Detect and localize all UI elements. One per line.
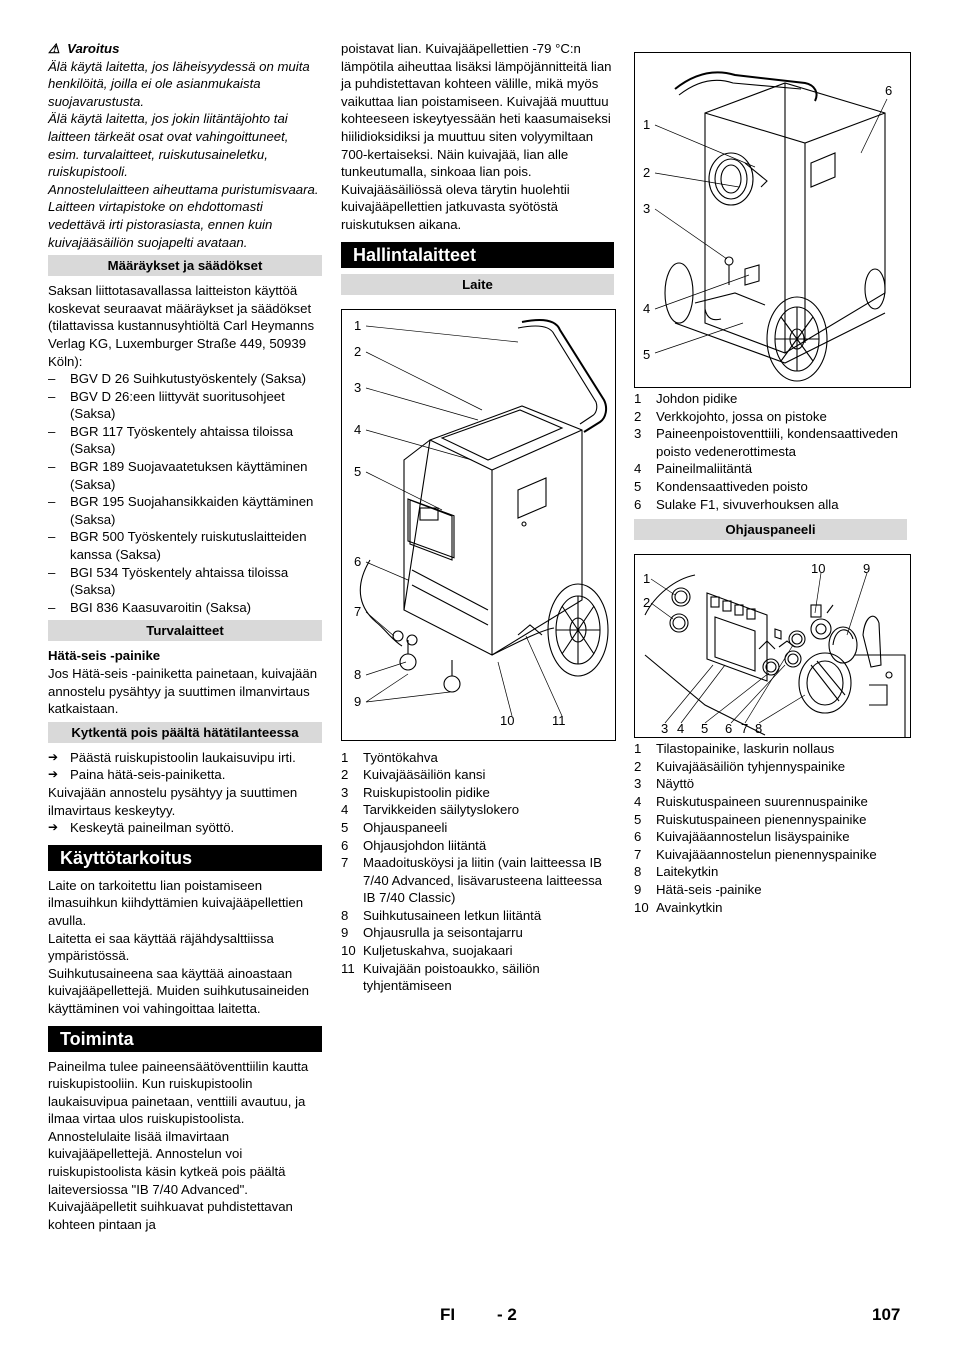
regs-list [48, 370, 322, 616]
callout-8: 8 [755, 721, 763, 737]
estop-title: Hätä-seis -painike [48, 648, 161, 664]
list-item: 4 Tarvikkeiden säilytyslokero [341, 802, 520, 818]
list-item: 1 Johdon pidike [634, 391, 738, 406]
panel-heading: Ohjauspaneeli [634, 519, 907, 540]
callout-4: 4 [643, 301, 651, 316]
list-item: 5 Ohjauspaneeli [341, 819, 448, 835]
callout-9: 9 [863, 561, 871, 577]
rear-illustration [635, 53, 910, 387]
emergency-step: ➔ Päästä ruiskupistoolin laukaisuvipu irti. [48, 749, 322, 767]
regs-intro: Saksan liittotasavallassa laitteiston käyttöä koskevat seuraavat määräykset ja säädökset (tilattavissa kustannusyhtiöltä Carl Heymanns Verlag KG, Luxemburger Straße 449, 50939 Köln): [48, 283, 315, 369]
callout-6: 6 [725, 721, 733, 737]
callout-11: 11 [552, 712, 566, 728]
callout-5: 5 [701, 721, 709, 737]
list-item: 5 Kondensaattiveden poisto [634, 478, 808, 494]
function-text: Paineilma tulee paineensäätöventtiilin kautta ruiskupistooliin. Kun ruiskupistoolin laukaisuvipua painetaan, venttiili avautuu, ja ilmaa virtaa ulos ruiskupistoolista. Annostelulaite lisää ilmavirtaan kuivajääpellettejä. Annostelun voi ruiskupistoolista käsin kytkeä pois päältä laiteversiossa "IB 7/40 Advanced". Kuivajääpelletit suihkuavat puhdistettavan kohteen pintaan ja [48, 1058, 309, 1232]
rear-list [634, 390, 907, 513]
list-item: – BGR 195 Suojahansikkaiden käyttäminen (Saksa) [48, 493, 322, 528]
list-item: 3 Ruiskupistoolin pidike [341, 784, 490, 800]
controls-heading: Hallintalaitteet [341, 242, 614, 268]
callout-2: 2 [643, 595, 651, 611]
footer-page-number: 107 [872, 1305, 901, 1324]
purpose-para-1: Laite on tarkoitettu lian poistamiseen ilmasuihkun kiihdyttämien kuivajääpellettien avulla. [48, 877, 304, 928]
device-list [341, 749, 614, 995]
list-item: – BGR 500 Työskentely ruiskutuslaitteiden kanssa (Saksa) [48, 528, 322, 563]
callout-7: 7 [741, 721, 749, 737]
list-item: – BGI 534 Työskentely ahtaissa tiloissa (Saksa) [48, 564, 322, 599]
list-item: 6 Ohjausjohdon liitäntä [341, 837, 487, 853]
emergency-heading: Kytkentä pois päältä hätätilanteessa [48, 722, 322, 743]
function-heading: Toiminta [48, 1026, 322, 1052]
continued-para-1: poistavat lian. Kuivajääpellettien -79 °C:n lämpötila aiheuttaa lisäksi lämpöjännitteitä lian ja puhdistettavan kohteen välille, mikä myös vaikuttaa lian poistamiseen. Kuivajää muuttuu kohteeseen iskeytyessään heti kaasumaiseksi hiilidioksidiksi ja muuttuu siten volyymiltaan 700-kertaiseksi. Näin kuivajää, lian alle tunkeutumalla, sinkoaa lian pois. [341, 41, 612, 180]
device-heading: Laite [341, 274, 614, 295]
list-item: 5 Ruiskutuspaineen pienennyspainike [634, 811, 867, 827]
continued-para-2: Kuivajääsäiliössä oleva tärytin huolehtii kuivajääpellettien jatkuvasta syötöstä ruiskutuksen aikana. [341, 181, 570, 232]
estop-text: Jos Hätä-seis -painiketta painetaan, kuivajään annostelu pysähtyy ja suuttimen ilmanvirtaus katkaistaan. [48, 666, 318, 717]
callout-8: 8 [354, 666, 362, 682]
list-item: 1 Tilastopainike, laskurin nollaus [634, 741, 835, 757]
list-item: 10 Kuljetuskahva, suojakaari [341, 943, 513, 959]
callout-1: 1 [643, 117, 651, 132]
column-right [634, 40, 907, 916]
column-middle [341, 40, 614, 995]
footer-local-page: - 2 [497, 1305, 517, 1324]
emergency-step: ➔ Keskeytä paineilman syöttö. [48, 819, 322, 837]
warning-title: ⚠ Varoitus [48, 41, 120, 56]
callout-1: 1 [643, 571, 651, 587]
list-item: 11 Kuivajään poistoaukko, säiliön tyhjentämiseen [341, 960, 540, 994]
list-item: 2 Kuivajääsäiliön tyhjennyspainike [634, 758, 846, 774]
emergency-text: Kuivajään annostelu pysähtyy ja suuttimen ilmavirtaus keskeytyy. [48, 784, 298, 818]
warning-para-2: Älä käytä laitetta, jos jokin liitäntäjohto tai laitteen tärkeät osat ovat vahingoittuneet, esim. turvalaitteet, ruiskutusaineletku, ruiskupistooli. [48, 111, 289, 180]
list-item: 6 Kuivajääannostelun lisäyspainike [634, 829, 850, 845]
callout-1: 1 [354, 317, 362, 333]
list-item: 9 Ohjausrulla ja seisontajarru [341, 925, 523, 941]
list-item: – BGR 189 Suojavaatetuksen käyttäminen (Saksa) [48, 458, 322, 493]
callout-3: 3 [354, 379, 362, 395]
list-item: 3 Paineenpoistoventtiili, kondensaattiveden poisto vedenerottimesta [634, 426, 898, 459]
safety-heading: Turvalaitteet [48, 620, 322, 641]
panel-illustration [635, 555, 910, 737]
list-item: – BGR 117 Työskentely ahtaissa tiloissa (Saksa) [48, 423, 322, 458]
list-item: 1 Työntökahva [341, 749, 438, 765]
list-item: 7 Maadoitusköysi ja liitin (vain laitteessa IB 7/40 Advanced, lisävarusteena laitteessa IB 7/40 Classic) [341, 855, 602, 906]
panel-figure [634, 554, 911, 738]
callout-6: 6 [885, 83, 893, 98]
list-item: 9 Hätä-seis -painike [634, 881, 762, 897]
list-item: 7 Kuivajääannostelun pienennyspainike [634, 846, 877, 862]
warning-para-1: Älä käytä laitetta, jos läheisyydessä on muita henkilöitä, joilla ei ole asianmukaista suojavarustusta. [48, 58, 310, 109]
list-item: 6 Sulake F1, sivuverhouksen alla [634, 496, 839, 512]
footer-language: FI [440, 1305, 456, 1324]
column-left [48, 40, 322, 1233]
callout-4: 4 [677, 721, 685, 737]
device-figure [341, 309, 616, 741]
device-illustration [342, 310, 615, 740]
emergency-step: ➔ Paina hätä-seis-painiketta. [48, 766, 322, 784]
list-item: 4 Ruiskutuspaineen suurennuspainike [634, 793, 868, 809]
callout-10: 10 [500, 712, 515, 728]
callout-10: 10 [811, 561, 826, 577]
regs-heading: Määräykset ja säädökset [48, 255, 322, 276]
warning-para-3: Annostelulaitteen aiheuttama puristumisvaara. Laitteen virtapistoke on ehdottomasti vedettävä irti pistorasiasta, ennen kuin kuivajääsäiliön suojapelti avataan. [48, 181, 319, 250]
list-item: 10 Avainkytkin [634, 899, 723, 915]
callout-4: 4 [354, 421, 362, 437]
callout-6: 6 [354, 553, 362, 569]
list-item: – BGI 836 Kaasuvaroitin (Saksa) [48, 599, 322, 617]
list-item: 8 Laitekytkin [634, 864, 719, 880]
list-item: 3 Näyttö [634, 776, 695, 792]
callout-9: 9 [354, 693, 362, 709]
list-item: – BGV D 26 Suihkutustyöskentely (Saksa) [48, 370, 322, 388]
rear-figure [634, 52, 911, 388]
list-item: 2 Kuivajääsäiliön kansi [341, 767, 486, 783]
warning-triangle-icon: ⚠ [48, 41, 60, 56]
list-item: – BGV D 26:een liittyvät suoritusohjeet (Saksa) [48, 388, 322, 423]
callout-7: 7 [354, 603, 362, 619]
callout-3: 3 [661, 721, 669, 737]
list-item: 4 Paineilmaliitäntä [634, 461, 753, 477]
panel-list [634, 740, 907, 916]
purpose-para-3: Suihkutusaineena saa käyttää ainoastaan kuivajääpellettejä. Muiden suihkutusaineiden käyttäminen voi vahingoittaa laitetta. [48, 965, 309, 1016]
purpose-para-2: Laitetta ei saa käyttää räjähdysalttiissa ympäristössä. [48, 930, 274, 964]
list-item: 2 Verkkojohto, jossa on pistoke [634, 408, 827, 424]
callout-5: 5 [643, 347, 651, 362]
callout-5: 5 [354, 463, 362, 479]
callout-2: 2 [354, 343, 362, 359]
callout-2: 2 [643, 165, 651, 180]
callout-3: 3 [643, 201, 651, 216]
list-item: 8 Suihkutusaineen letkun liitäntä [341, 907, 542, 923]
purpose-heading: Käyttötarkoitus [48, 845, 322, 871]
